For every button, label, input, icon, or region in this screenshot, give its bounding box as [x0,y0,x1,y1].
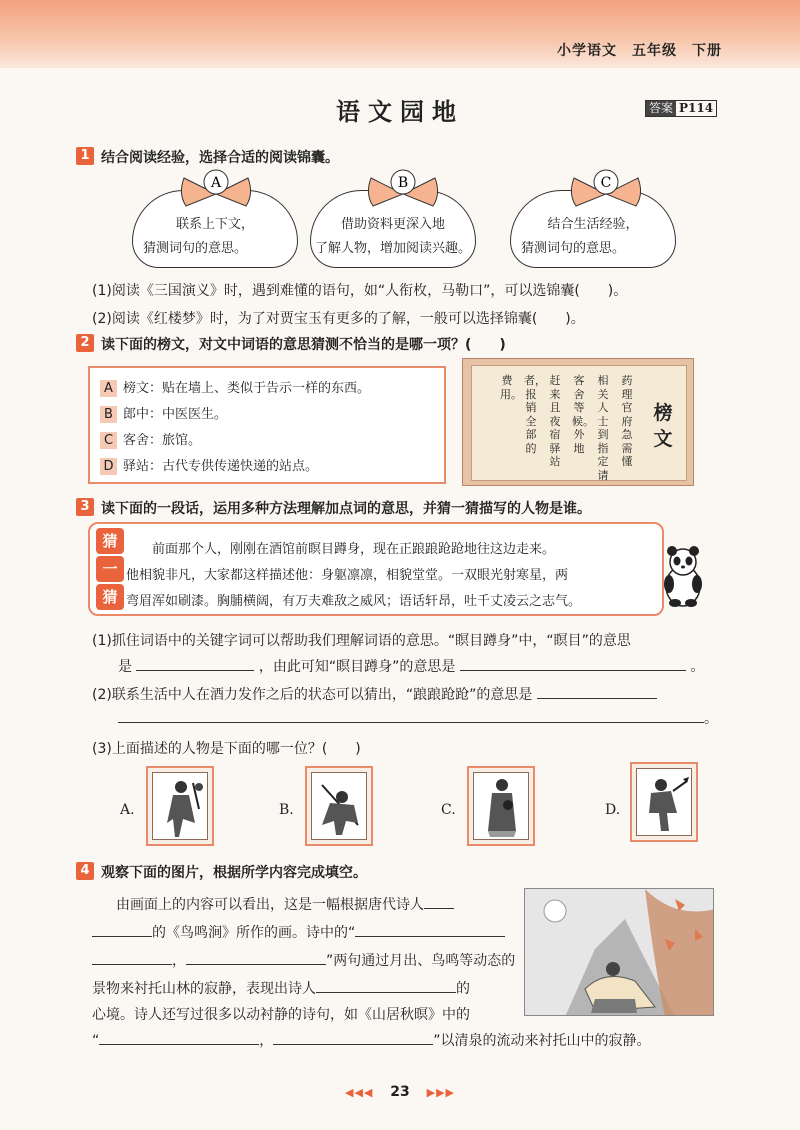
passage-line: 他相貌非凡，大家都这样描述他：身躯凛凛，相貌堂堂。一双眼光射寒星，两 [126,568,569,583]
option-b [100,403,227,423]
passage-line: 弯眉浑如刷漆。胸脯横阔，有万夫难敌之威风；语话轩昂，吐千丈凌云之志气。 [126,594,582,609]
warrior-figure-icon [474,773,530,841]
fill-text: 心境。诗人还写过很多以动衬静的诗句，如《山居秋暝》中的 [92,1007,470,1023]
option-d [100,455,318,475]
poet-scene-image [524,888,714,1016]
option-text: 驿站：古代专供传递快递的站点。 [123,459,319,474]
notice-column: 者，报销全部的 [524,374,546,455]
picture-frame [636,768,692,836]
answer-blank[interactable] [460,657,686,671]
sub-question-line [92,684,657,704]
figure-picture-d[interactable] [630,762,698,842]
options-box [88,366,446,484]
picture-frame [473,772,529,840]
blank-middle: ，由此可知“瞑目蹲身”的意思是 [258,659,456,675]
bow-icon [566,168,646,212]
fill-text: ”以清泉的流动来衬托山中的寂静。 [433,1033,651,1049]
guess-char: 一 [96,556,124,582]
fill-line [92,950,515,970]
notice-column: 赶来且夜宿驿站 [549,374,561,468]
course-label: 小学语文 五年级 下册 [557,43,722,59]
fill-line [92,922,505,942]
option-c [100,429,201,449]
picture-label: D. [605,802,621,818]
bow-icon [176,168,256,212]
option-text: 客舍：旅馆。 [123,433,202,448]
page-number: 23 [390,1084,410,1100]
sub-question-blanks [118,656,704,676]
figure-picture-b[interactable] [305,766,373,846]
answer-blank[interactable] [92,923,152,937]
next-arrows-icon: ▶▶▶ [426,1086,455,1099]
fill-text: 景物来衬托山林的寂静，表现出诗人 [92,981,316,997]
question-text: 读下面的一段话，运用多种方法理解加点词的意思，并猜一猜描写的人物是谁。 [101,501,591,517]
bag-letter: C [600,175,612,191]
answer-blank[interactable] [136,657,254,671]
sub-question-line [118,708,718,728]
question-number: 4 [76,862,94,880]
panda-icon [662,546,704,608]
option-a [100,377,370,397]
notice-column: 药理官府急需懂 [621,374,633,468]
question-text: 观察下面的图片，根据所学内容完成填空。 [101,865,367,881]
question-text: 读下面的榜文，对文中词语的意思猜测不恰当的是哪一项？( ) [101,337,506,353]
guess-tag [96,522,124,616]
answer-page: P114 [679,101,714,115]
page-footer [0,1084,800,1100]
notice-title: 榜文 [653,402,673,450]
poet-moonlight-illustration [525,889,714,1016]
fill-line [92,978,470,998]
notice-column: 费用。 [500,374,522,401]
notice-paper [471,365,687,481]
sub-question: (2)联系生活中人在酒力发作之后的状态可以猜出，“踉踉跄跄”的意思是 [92,687,533,703]
bag-line: 结合生活经验， [547,217,639,232]
fill-line [116,894,454,914]
picture-frame [311,772,367,840]
fill-text: ， [259,1033,274,1049]
figure-picture-c[interactable] [467,766,535,846]
sub-question: (1)阅读《三国演义》时，遇到难懂的语句，如“人衔枚，马勒口”，可以选锦囊( )。 [92,283,628,299]
fill-line [92,1030,651,1050]
bag-line: 了解人物，增加阅读兴趣。 [315,241,472,256]
fill-text: 的《鸟鸣涧》所作的画。诗中的“ [152,925,356,941]
answer-blank[interactable] [92,951,172,965]
bow-icon [363,168,443,212]
fill-text: 的 [456,981,470,997]
bag-letter: B [397,175,409,191]
fill-text: ”两句通过月出、鸟鸣等动态的 [326,953,516,969]
blank-suffix: 。 [704,711,718,727]
answer-blank[interactable] [99,1031,259,1045]
bag-line: 借助资料更深入地 [340,217,445,232]
picture-label: C. [441,802,456,818]
question-text: 结合阅读经验，选择合适的阅读锦囊。 [101,150,339,166]
notice-column: 客舍等候。外地 [572,374,594,455]
answer-blank[interactable] [424,895,454,909]
question-number: 1 [76,147,94,165]
notice-board [462,358,694,486]
option-letter: B [100,406,117,423]
answer-blank[interactable] [186,951,326,965]
picture-label: B. [279,802,294,818]
option-letter: C [100,432,117,449]
answer-blank[interactable] [273,1031,433,1045]
page-title: 语文园地 [336,97,464,126]
bag-line: 联系上下文， [175,217,254,232]
bag-line: 猜测词句的意思。 [521,241,626,256]
guess-char: 猜 [96,584,124,610]
fill-text: ， [172,953,186,969]
answer-blank[interactable] [537,685,657,699]
sub-question: (2)阅读《红楼梦》时，为了对贾宝玉有更多的了解，一般可以选择锦囊( )。 [92,311,585,327]
question-number: 2 [76,334,94,352]
bag-letter: A [210,175,222,191]
sub-question: (3)上面描述的人物是下面的哪一位？( ) [92,741,361,757]
fill-text: 由画面上的内容可以看出，这是一幅根据唐代诗人 [116,897,424,913]
guess-char: 猜 [96,528,124,554]
fill-text: “ [92,1033,100,1049]
picture-label: A. [120,802,135,818]
option-letter: D [100,458,117,475]
notice-column: 相关人士到指定请 [597,374,609,482]
option-letter: A [100,380,117,397]
warrior-figure-icon [153,773,209,841]
answer-blank[interactable] [316,979,456,993]
bag-line: 猜测词句的意思。 [143,241,248,256]
warrior-figure-icon [312,773,368,841]
passage-line: 前面那个人，刚刚在酒馆前瞑目蹲身，现在正踉踉跄跄地往这边走来。 [152,542,556,557]
picture-frame [152,772,208,840]
sub-question: (1)抓住词语中的关键字词可以帮助我们理解词语的意思。“瞑目蹲身”中，“瞑目”的意思 [92,633,631,649]
figure-picture-a[interactable] [146,766,214,846]
answer-blank[interactable] [355,923,505,937]
answer-blank[interactable] [118,709,704,723]
passage-box [88,522,664,616]
blank-prefix: 是 [118,659,132,675]
prev-arrows-icon: ◀◀◀ [344,1086,374,1099]
answer-label: 答案 [646,101,676,116]
question-number: 3 [76,498,94,516]
answer-tag [645,100,717,117]
header-band [0,0,800,68]
warrior-figure-icon [637,769,693,837]
blank-suffix: 。 [690,659,705,675]
option-text: 郎中：中医医生。 [123,407,228,422]
option-text: 榜文：贴在墙上、类似于告示一样的东西。 [123,381,371,396]
